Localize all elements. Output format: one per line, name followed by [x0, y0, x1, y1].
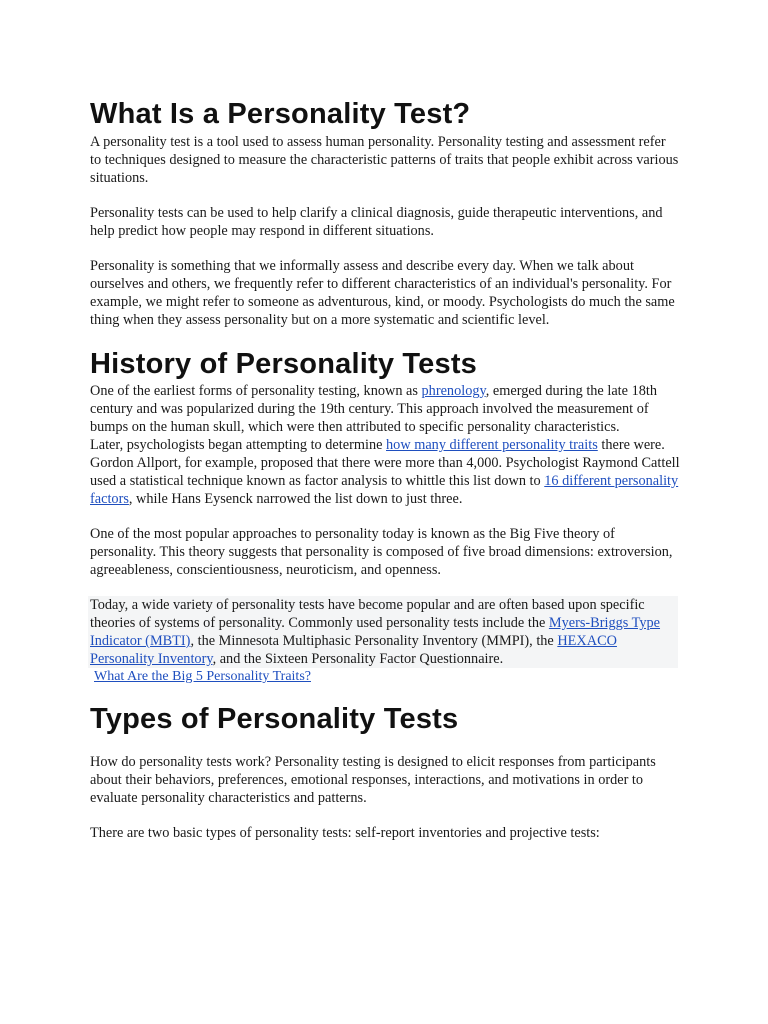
- text-run: Later, psychologists began attempting to determine: [90, 437, 387, 453]
- paragraph-history-4: [88, 596, 678, 668]
- paragraph-types-1: How do personality tests work? Personality testing is designed to elicit responses from participants about their behaviors, preferences, emotional responses, interactions, and motivations in order to evaluate personality characteristics and patterns.: [90, 754, 656, 806]
- related-article: [90, 668, 680, 686]
- paragraph-history-2: [90, 436, 680, 508]
- text-run: there were. Gordon Allport, for example, proposed that there were more than 4,000. Psychologist Raymond Cattell used a statistical technique known as factor analysis to whittle this list down to: [90, 437, 680, 489]
- paragraph-history-3: One of the most popular approaches to personality today is known as the Big Five theory of personality. This theory suggests that personality is composed of five broad dimensions: extroversion, agreeableness, conscientiousness, neuroticism, and openness.: [90, 526, 673, 578]
- article: [90, 96, 680, 842]
- link-mbti[interactable]: Myers-Briggs Type Indicator (MBTI): [90, 615, 661, 649]
- section-heading-history: History of Personality Tests: [90, 348, 478, 380]
- link-16-personality-factors[interactable]: 16 different personality factors: [90, 473, 679, 507]
- text-run: Today, a wide variety of personality tests have become popular and are often based upon specific theories of systems of personality. Commonly used personality tests include the: [90, 597, 645, 631]
- text-run: One of the earliest forms of personality testing, known as: [90, 383, 422, 399]
- text-run: , emerged during the late 18th century and was popularized during the 19th century. This approach involved the measurement of bumps on the human skull, which were then attributed to specific personality characteristics.: [90, 383, 657, 435]
- paragraph-types-2: There are two basic types of personality tests: self-report inventories and projective tests:: [90, 825, 600, 841]
- text-run: , the Minnesota Multiphasic Personality Inventory (MMPI), the: [190, 633, 558, 649]
- link-phrenology[interactable]: phrenology: [421, 383, 486, 399]
- section-heading-what: What Is a Personality Test?: [90, 98, 471, 130]
- link-personality-traits[interactable]: how many different personality traits: [386, 437, 598, 453]
- paragraph-what-3: Personality is something that we informally assess and describe every day. When we talk about ourselves and others, we frequently refer to different characteristics of an individual's personality. For example, we might refer to someone as adventurous, kind, or moody. Psychologists do much the same thing when they assess personality but on a more systematic and scientific level.: [90, 258, 675, 328]
- paragraph-what-2: Personality tests can be used to help clarify a clinical diagnosis, guide therapeutic interventions, and help predict how people may respond in different situations.: [90, 205, 663, 239]
- link-hexaco[interactable]: HEXACO Personality Inventory: [90, 633, 617, 667]
- link-big-5-traits[interactable]: What Are the Big 5 Personality Traits?: [94, 669, 311, 684]
- paragraph-what-1: A personality test is a tool used to assess human personality. Personality testing and assessment refer to techniques designed to measure the characteristic patterns of traits that people exhibit across various situations.: [90, 134, 679, 186]
- section-heading-types: Types of Personality Tests: [90, 703, 459, 735]
- text-run: , and the Sixteen Personality Factor Questionnaire.: [212, 651, 504, 667]
- paragraph-history-1: [90, 382, 680, 436]
- text-run: , while Hans Eysenck narrowed the list down to just three.: [128, 491, 463, 507]
